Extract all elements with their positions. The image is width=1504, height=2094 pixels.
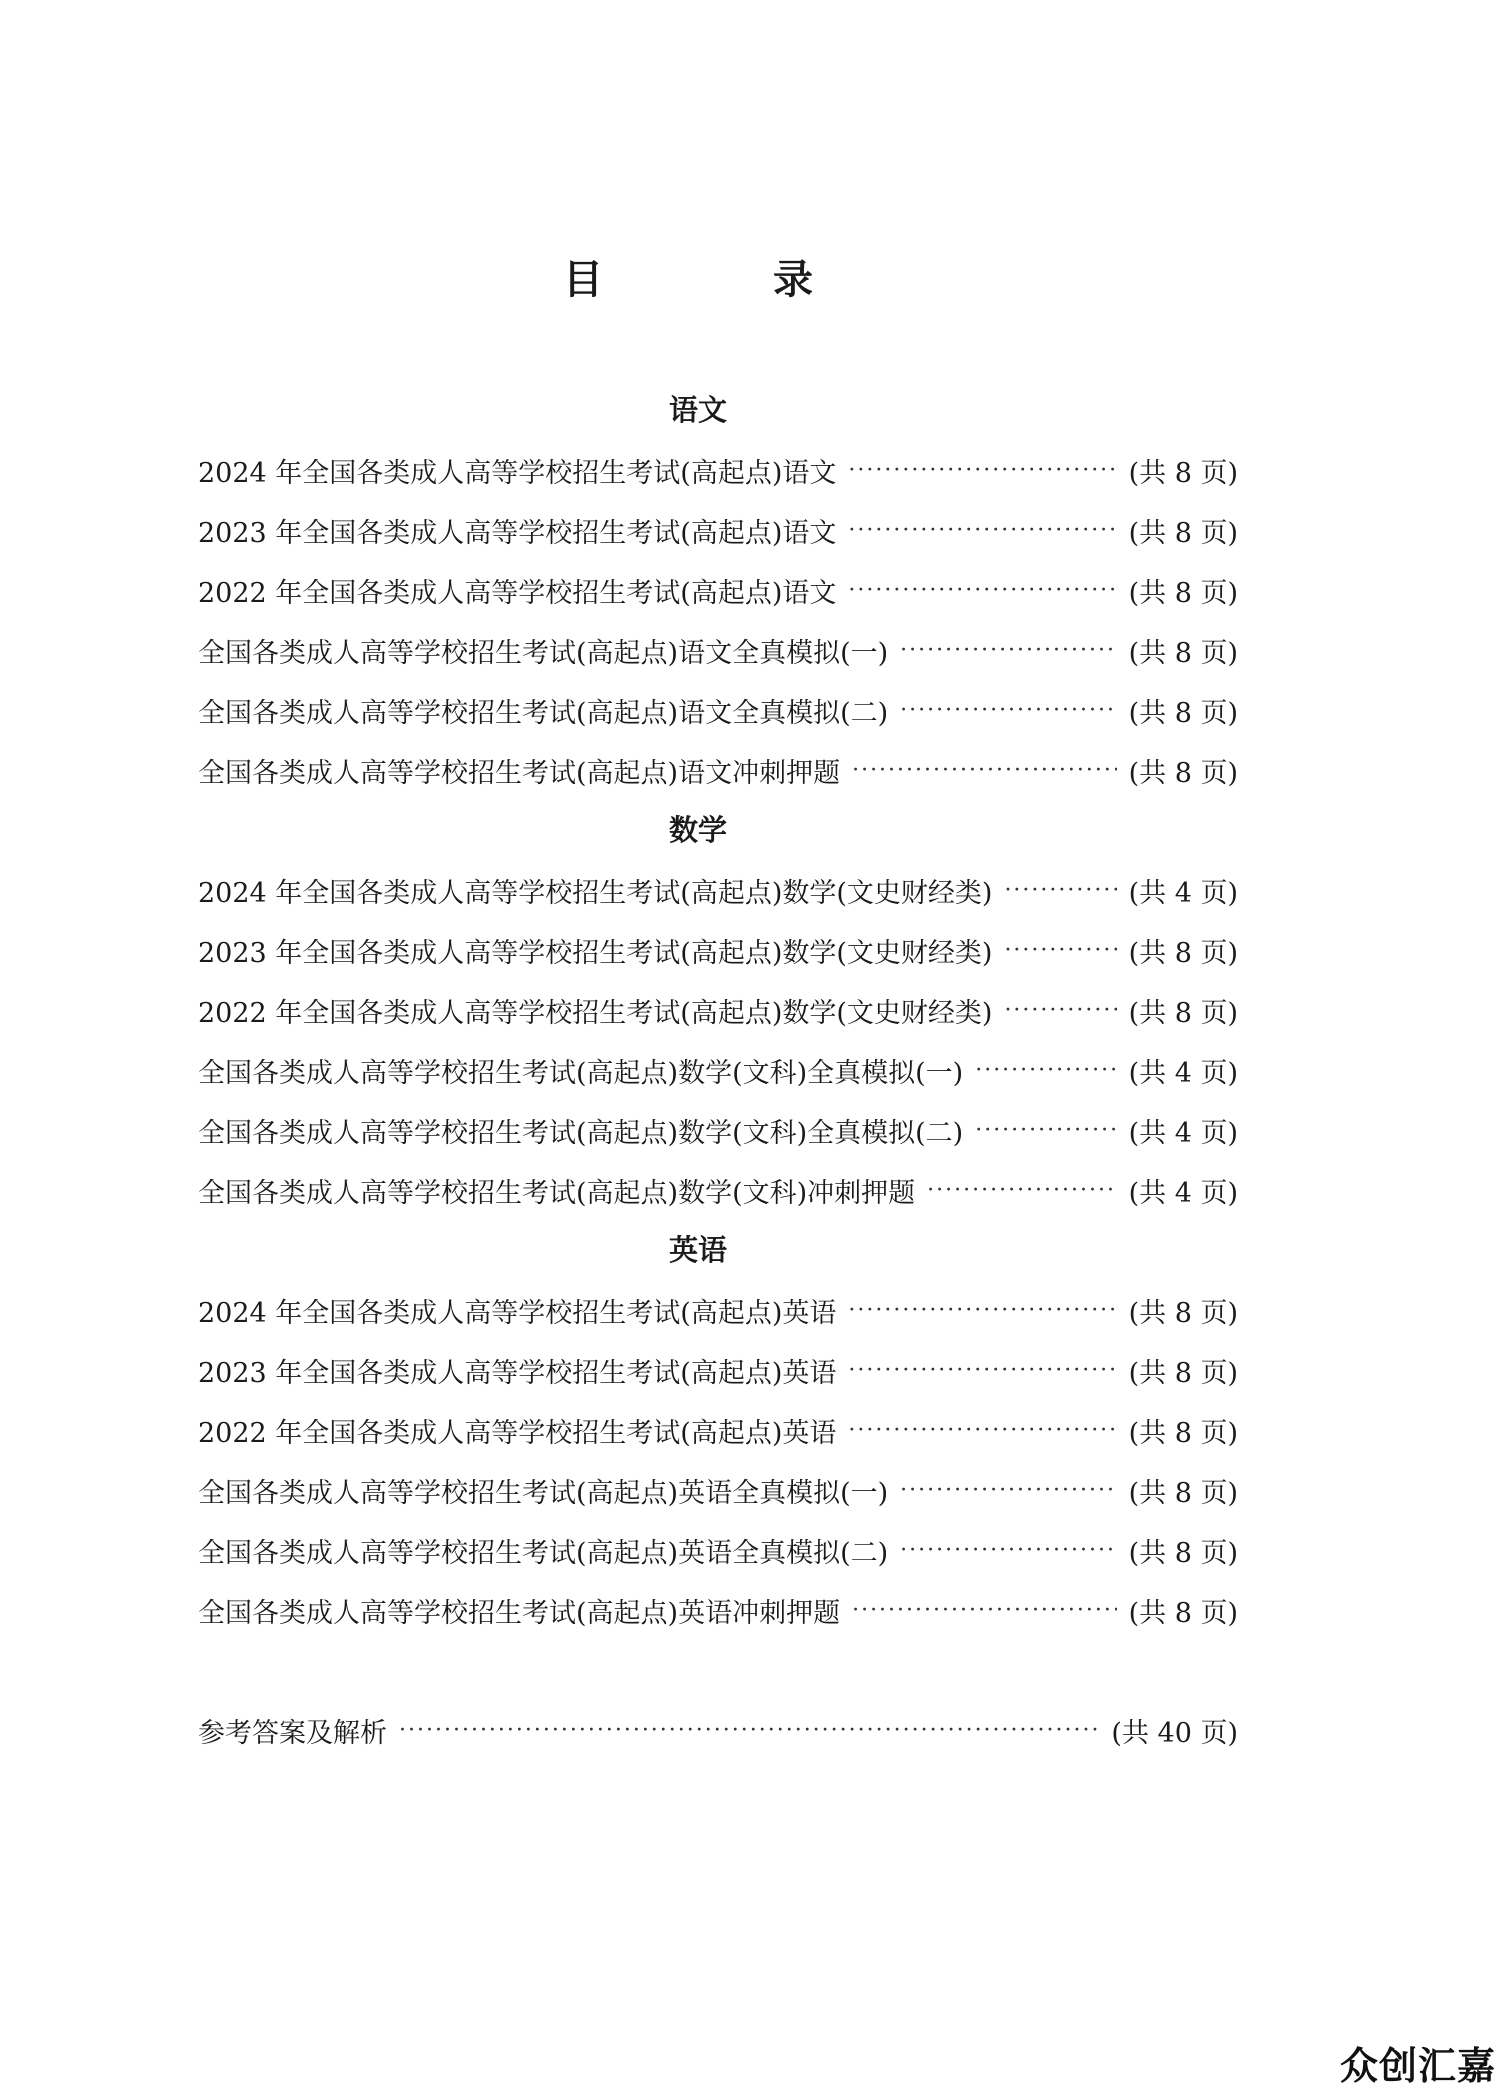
entry-page-count: (共 8 页) bbox=[1128, 997, 1238, 1029]
entry-page-count: (共 8 页) bbox=[1128, 1477, 1238, 1509]
section-heading-chinese: 语文 bbox=[668, 393, 727, 427]
toc-entry[interactable] bbox=[198, 1580, 1238, 1640]
entry-page-count: (共 4 页) bbox=[1128, 1177, 1238, 1209]
dot-leader bbox=[900, 1478, 1116, 1503]
entry-title: 全国各类成人高等学校招生考试(高起点)数学(文科)冲刺押题 bbox=[198, 1177, 916, 1209]
table-of-contents bbox=[198, 380, 1238, 1760]
watermark-logo-text: 众创汇嘉 bbox=[1339, 2044, 1496, 2088]
entry-page-count: (共 8 页) bbox=[1128, 577, 1238, 609]
dot-leader bbox=[975, 1058, 1116, 1083]
entry-title: 2023 年全国各类成人高等学校招生考试(高起点)语文 bbox=[198, 517, 837, 549]
entry-title: 2024 年全国各类成人高等学校招生考试(高起点)语文 bbox=[198, 457, 837, 489]
dot-leader bbox=[848, 458, 1116, 483]
entry-title: 全国各类成人高等学校招生考试(高起点)语文全真模拟(二) bbox=[198, 697, 889, 729]
toc-entry[interactable] bbox=[198, 1460, 1238, 1520]
entry-page-count: (共 8 页) bbox=[1128, 457, 1238, 489]
dot-leader bbox=[852, 758, 1117, 783]
entry-title: 2022 年全国各类成人高等学校招生考试(高起点)语文 bbox=[198, 577, 837, 609]
entry-title: 全国各类成人高等学校招生考试(高起点)数学(文科)全真模拟(二) bbox=[198, 1117, 964, 1149]
entry-page-count: (共 8 页) bbox=[1128, 517, 1238, 549]
entry-title: 全国各类成人高等学校招生考试(高起点)英语全真模拟(二) bbox=[198, 1537, 889, 1569]
dot-leader bbox=[900, 1538, 1116, 1563]
dot-leader bbox=[848, 1298, 1116, 1323]
toc-entry[interactable] bbox=[198, 980, 1238, 1040]
entry-title: 2024 年全国各类成人高等学校招生考试(高起点)数学(文史财经类) bbox=[198, 877, 993, 909]
toc-entry[interactable] bbox=[198, 1280, 1238, 1340]
entry-title: 全国各类成人高等学校招生考试(高起点)语文全真模拟(一) bbox=[198, 637, 889, 669]
entry-page-count: (共 8 页) bbox=[1128, 1357, 1238, 1389]
dot-leader bbox=[900, 698, 1116, 723]
entry-page-count: (共 8 页) bbox=[1128, 697, 1238, 729]
entry-title: 2022 年全国各类成人高等学校招生考试(高起点)数学(文史财经类) bbox=[198, 997, 993, 1029]
entry-title: 全国各类成人高等学校招生考试(高起点)数学(文科)全真模拟(一) bbox=[198, 1057, 964, 1089]
toc-entry[interactable] bbox=[198, 1340, 1238, 1400]
entry-page-count: (共 8 页) bbox=[1128, 1297, 1238, 1329]
toc-entry[interactable] bbox=[198, 860, 1238, 920]
toc-entry[interactable] bbox=[198, 1400, 1238, 1460]
entry-title: 2024 年全国各类成人高等学校招生考试(高起点)英语 bbox=[198, 1297, 837, 1329]
toc-entry[interactable] bbox=[198, 1040, 1238, 1100]
section-heading-english: 英语 bbox=[668, 1233, 727, 1267]
toc-entry[interactable] bbox=[198, 1520, 1238, 1580]
dot-leader bbox=[852, 1598, 1117, 1623]
entry-title: 2022 年全国各类成人高等学校招生考试(高起点)英语 bbox=[198, 1417, 837, 1449]
toc-entry[interactable] bbox=[198, 620, 1238, 680]
entry-title: 2023 年全国各类成人高等学校招生考试(高起点)数学(文史财经类) bbox=[198, 937, 993, 969]
dot-leader bbox=[927, 1178, 1116, 1203]
entry-title: 2023 年全国各类成人高等学校招生考试(高起点)英语 bbox=[198, 1357, 837, 1389]
page-title: 目 录 bbox=[563, 257, 891, 303]
toc-entry[interactable] bbox=[198, 500, 1238, 560]
toc-entry[interactable] bbox=[198, 1100, 1238, 1160]
dot-leader bbox=[1004, 998, 1116, 1023]
toc-entry[interactable] bbox=[198, 680, 1238, 740]
entry-page-count: (共 40 页) bbox=[1111, 1717, 1238, 1749]
toc-entry-answers[interactable] bbox=[198, 1700, 1238, 1760]
dot-leader bbox=[848, 1358, 1116, 1383]
dot-leader bbox=[848, 578, 1116, 603]
entry-page-count: (共 8 页) bbox=[1128, 1597, 1238, 1629]
dot-leader bbox=[1004, 938, 1116, 963]
entry-page-count: (共 4 页) bbox=[1128, 877, 1238, 909]
toc-entry[interactable] bbox=[198, 1160, 1238, 1220]
dot-leader bbox=[1004, 878, 1116, 903]
entry-title: 全国各类成人高等学校招生考试(高起点)英语冲刺押题 bbox=[198, 1597, 841, 1629]
entry-page-count: (共 8 页) bbox=[1128, 1417, 1238, 1449]
dot-leader bbox=[399, 1718, 1099, 1743]
entry-page-count: (共 8 页) bbox=[1128, 937, 1238, 969]
toc-entry[interactable] bbox=[198, 920, 1238, 980]
entry-page-count: (共 8 页) bbox=[1128, 757, 1238, 789]
toc-entry[interactable] bbox=[198, 740, 1238, 800]
entry-page-count: (共 4 页) bbox=[1128, 1117, 1238, 1149]
entry-title: 全国各类成人高等学校招生考试(高起点)英语全真模拟(一) bbox=[198, 1477, 889, 1509]
entry-page-count: (共 8 页) bbox=[1128, 1537, 1238, 1569]
dot-leader bbox=[848, 518, 1116, 543]
dot-leader bbox=[848, 1418, 1116, 1443]
entry-page-count: (共 8 页) bbox=[1128, 637, 1238, 669]
entry-title: 参考答案及解析 bbox=[198, 1717, 387, 1749]
section-heading-math: 数学 bbox=[668, 813, 727, 847]
entry-page-count: (共 4 页) bbox=[1128, 1057, 1238, 1089]
entry-title: 全国各类成人高等学校招生考试(高起点)语文冲刺押题 bbox=[198, 757, 841, 789]
toc-entry[interactable] bbox=[198, 560, 1238, 620]
dot-leader bbox=[900, 638, 1116, 663]
toc-entry[interactable] bbox=[198, 440, 1238, 500]
dot-leader bbox=[975, 1118, 1116, 1143]
